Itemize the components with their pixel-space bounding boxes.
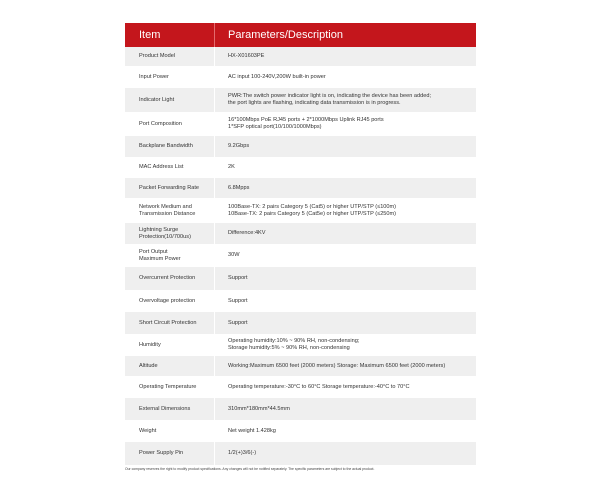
row-label-line: Short Circuit Protection: [139, 319, 197, 326]
row-label-line: Network Medium and: [139, 203, 192, 210]
row-label: [125, 398, 215, 420]
table-row: [125, 178, 476, 198]
row-label: [125, 312, 215, 334]
table-body: [125, 47, 476, 465]
row-value: [215, 88, 476, 112]
row-label-line: Transmission Distance: [139, 210, 196, 217]
row-label: [125, 136, 215, 157]
row-value-line: Support: [228, 319, 248, 326]
row-label: [125, 112, 215, 136]
row-value-line: 10Base-TX: 2 pairs Category 5 (Cat5e) or higher UTP/STP (≤250m): [228, 210, 397, 217]
row-label-line: External Dimensions: [139, 405, 191, 412]
row-label: [125, 290, 215, 312]
row-label: [125, 334, 215, 356]
table-row: [125, 398, 476, 420]
row-label-line: Maximum Power: [139, 255, 181, 262]
row-value-line: Difference:4KV: [228, 230, 266, 236]
table-row: [125, 442, 476, 465]
row-value: [215, 157, 476, 178]
row-value-line: 1*SFP optical port(10/100/1000Mbps): [228, 124, 322, 130]
row-value: [215, 47, 476, 66]
row-value-line: 16*100Mbps PoE RJ45 ports + 2*1000Mbps Uplink RJ45 ports: [228, 117, 384, 124]
row-value: [215, 136, 476, 157]
table-row: [125, 66, 476, 88]
row-label-line: Indicator Light: [139, 96, 175, 103]
table-row: [125, 312, 476, 334]
row-label: [125, 198, 215, 223]
row-label-line: Operating Temperature: [139, 383, 197, 390]
row-value-line: 30W: [228, 252, 240, 258]
table-row: [125, 136, 476, 157]
row-value-line: Support: [228, 275, 248, 281]
row-label-line: Product Model: [139, 53, 176, 59]
row-label: [125, 47, 215, 66]
row-label: [125, 66, 215, 88]
row-value-line: 310mm*180mm*44.5mm: [228, 405, 290, 412]
row-label: [125, 157, 215, 178]
header-description: Parameters/Description: [228, 29, 343, 41]
row-value: [215, 267, 476, 290]
row-label: [125, 376, 215, 398]
row-value: [215, 198, 476, 223]
row-value: [215, 244, 476, 267]
row-label-line: Overvoltage protection: [139, 297, 196, 304]
row-label-line: Power Supply Pin: [139, 450, 184, 456]
footnote: Our company reserves the right to modify product specifications. Any changes will not be notified separately. The specific parameters are subject to the actual product.: [125, 467, 375, 471]
table-row: [125, 356, 476, 376]
row-value-line: Operating humidity:10% ~ 90% RH, non-condensing;: [228, 338, 360, 345]
table-row: [125, 112, 476, 136]
row-label: [125, 178, 215, 198]
row-value-line: AC input 100-240V,200W built-in power: [228, 73, 326, 80]
row-value-line: Operating temperature:-30°C to 60°C Storage temperature:-40°C to 70°C: [228, 383, 410, 390]
row-value-line: Support: [228, 297, 248, 304]
row-value-line: the port lights are flashing, indicating data transmission is in progress.: [228, 100, 401, 106]
row-label: [125, 223, 215, 244]
row-value-line: PWR:The switch power indicator light is on, indicating the device has been added;: [228, 93, 432, 100]
table-row: [125, 376, 476, 398]
row-label-line: Port Composition: [139, 120, 182, 127]
row-value-line: 100Base-TX: 2 pairs Category 5 (Cat5) or higher UTP/STP (≤100m): [228, 203, 397, 210]
row-label-line: Port Output: [139, 248, 168, 255]
row-value-line: 2K: [228, 164, 235, 170]
row-value: [215, 290, 476, 312]
row-value-line: 9.2Gbps: [228, 143, 250, 149]
row-value-line: Storage humidity:5% ~ 90% RH, non-condensing: [228, 345, 350, 351]
header-item: Item: [125, 23, 215, 47]
row-label-line: Backplane Bandwidth: [139, 143, 193, 149]
row-label-line: Overcurrent Protection: [139, 275, 196, 281]
row-value: [215, 442, 476, 465]
row-label-line: Packet Forwarding Rate: [139, 184, 200, 191]
table-row: [125, 420, 476, 442]
row-value-line: HX-X01603PE: [228, 53, 265, 59]
row-value: [215, 312, 476, 334]
row-label: [125, 244, 215, 267]
row-value: [215, 420, 476, 442]
row-label: [125, 267, 215, 290]
table-row: [125, 290, 476, 312]
row-value: [215, 334, 476, 356]
table-row: [125, 223, 476, 244]
table-row: [125, 198, 476, 223]
row-label: [125, 356, 215, 376]
table-row: [125, 88, 476, 112]
row-value-line: 6.8Mpps: [228, 184, 250, 191]
row-value: [215, 223, 476, 244]
row-label-line: Protection(10/700us): [139, 233, 191, 240]
row-value: [215, 376, 476, 398]
row-value: [215, 66, 476, 88]
row-label-line: Altitude: [139, 362, 158, 369]
row-value-line: Net weight 1.428kg: [228, 427, 276, 434]
spec-table: [125, 23, 476, 465]
table-row: [125, 334, 476, 356]
table-row: [125, 157, 476, 178]
row-value: [215, 178, 476, 198]
row-value: [215, 398, 476, 420]
row-label-line: MAC Address List: [139, 164, 184, 170]
row-value-line: Working:Maximum 6500 feet (2000 meters) Storage: Maximum 6500 feet (2000 meters): [228, 362, 446, 369]
row-label-line: Humidity: [139, 341, 161, 348]
table-header: [125, 23, 476, 47]
table-row: [125, 47, 476, 66]
row-label: [125, 420, 215, 442]
row-label: [125, 442, 215, 465]
row-label-line: Input Power: [139, 73, 169, 80]
table-row: [125, 244, 476, 267]
table-row: [125, 267, 476, 290]
row-value: [215, 112, 476, 136]
row-label: [125, 88, 215, 112]
row-label-line: Weight: [139, 427, 157, 434]
row-value-line: 1/2(+)3/6(-): [228, 450, 257, 456]
row-value: [215, 356, 476, 376]
row-label-line: Lightning Surge: [139, 226, 179, 233]
